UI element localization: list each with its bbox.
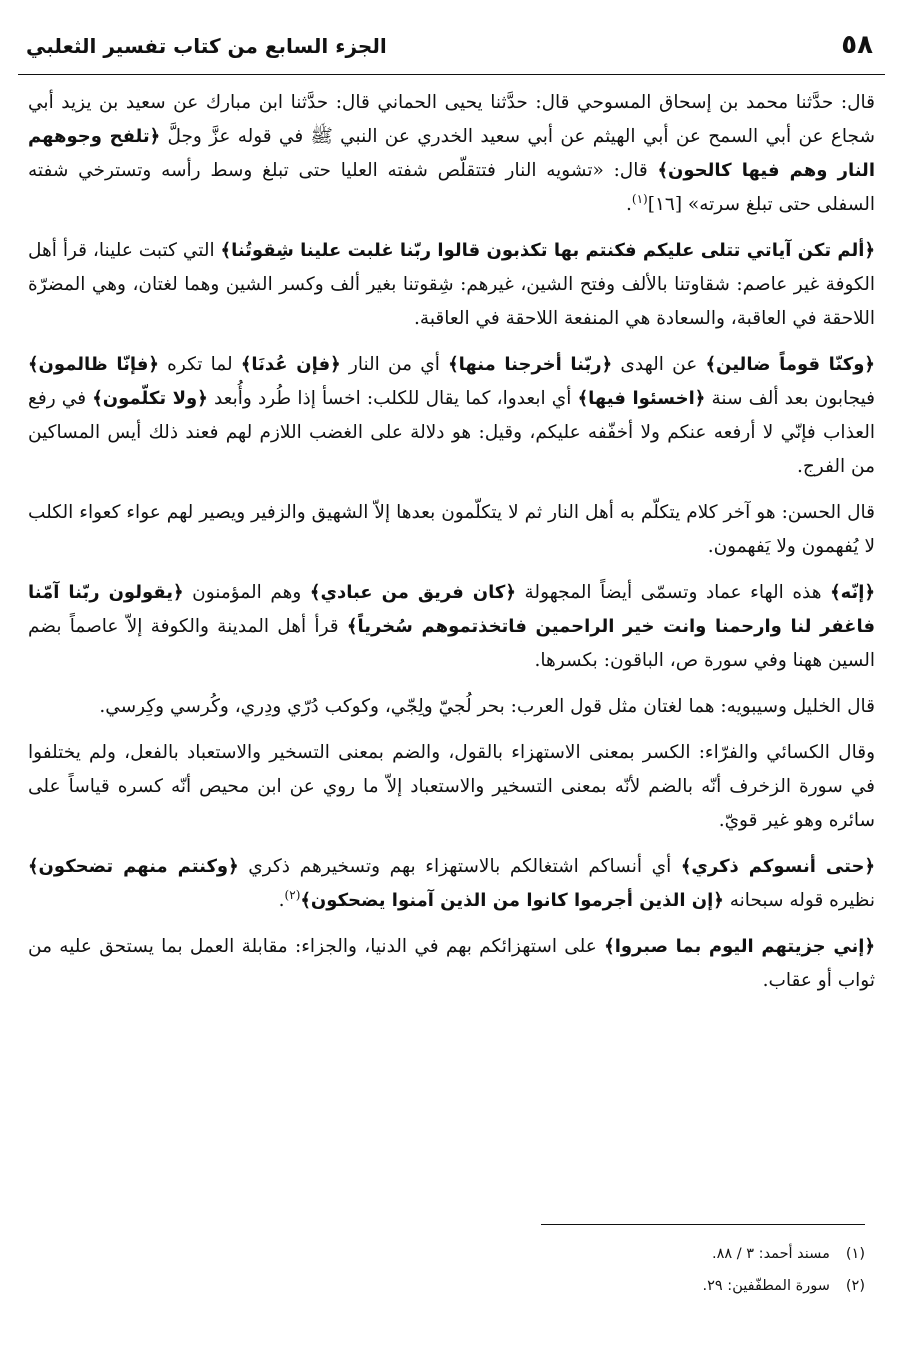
footnote-text: سورة المطفّفين: ٢٩. xyxy=(702,1278,830,1294)
body-text xyxy=(28,86,875,1010)
footnote-number: (١) xyxy=(845,1246,865,1262)
commentary-text: قال الحسن: هو آخر كلام يتكلّم به أهل النار ثم لا يتكلّمون بعدها إلاّ الشهيق والزفير ويصير لهم عواء كعواء الكلب لا يُفهمون ولا يَفهمون. xyxy=(28,502,875,557)
quran-verse: ﴿فإنّا ظالمون﴾ xyxy=(28,354,159,375)
paragraph xyxy=(28,736,875,838)
paragraph xyxy=(28,86,875,222)
running-title: الجزء السابع من كتاب تفسير الثعلبي xyxy=(26,34,387,58)
footnote-number: (٢) xyxy=(845,1278,865,1294)
quran-verse: ﴿إن الذين أجرموا كانوا من الذين آمنوا يضحكون﴾ xyxy=(300,890,724,911)
quran-verse: ﴿وكنّا قوماً ضالين﴾ xyxy=(705,354,875,375)
quran-verse: ﴿إني جزيتهم اليوم بما صبروا﴾ xyxy=(604,936,875,957)
quran-verse: ﴿ربّنا أخرجنا منها﴾ xyxy=(448,354,613,375)
commentary-text: في رفع العذاب فإنّي لا أرفعه عنكم ولا أخفّفه عليكم، وقيل: هو دلالة على الغضب اللازم لهم فعند ذلك أيس المساكين من الفرج. xyxy=(28,388,875,477)
commentary-text: عن الهدى xyxy=(612,354,706,375)
quran-verse: ﴿ولا تكلّمون﴾ xyxy=(92,388,208,409)
commentary-text: قال: حدَّثنا محمد بن إسحاق المسوحي قال: حدَّثنا يحيى الحماني قال: حدَّثنا ابن مبارك عن سعيد بن يزيد أبي شجاع عن أبي السمح عن أبي الهيثم عن أبي سعيد الخدري عن النبي ﷺ في قوله عزَّ وجلَّ xyxy=(28,92,875,147)
commentary-text: على استهزائكم بهم في الدنيا، والجزاء: مقابلة العمل بما يستحق عليه من ثواب أو عقاب. xyxy=(28,936,875,991)
commentary-text: التي كتبت علينا، قرأ أهل الكوفة غير عاصم: شقاوتنا بالألف وفتح الشين، غيرهم: شِقوتنا بغير ألف وكسر الشين وهما لغتان، وهي المضرّة اللاحقة في العاقبة، والسعادة هي المنفعة اللاحقة في العاقبة. xyxy=(28,240,875,329)
commentary-text: أي أنساكم اشتغالكم بالاستهزاء بهم وتسخيرهم ذكري xyxy=(238,856,681,877)
quran-verse: ﴿اخسئوا فيها﴾ xyxy=(577,388,706,409)
commentary-text: أي ابعدوا، كما يقال للكلب: اخسأ إذا طُرد وأُبعد xyxy=(207,388,578,409)
commentary-text: هذه الهاء عماد وتسمّى أيضاً المجهولة xyxy=(515,582,831,603)
quran-verse: ﴿فإن عُدنَا﴾ xyxy=(240,354,341,375)
paragraph xyxy=(28,850,875,918)
quran-verse: ﴿تلفح وجوههم النار وهم فيها كالحون﴾ xyxy=(28,126,875,181)
quran-verse: ﴿إنّه﴾ xyxy=(830,582,876,603)
quran-verse: ﴿وكنتم منهم تضحكون﴾ xyxy=(28,856,239,877)
page-number: ٥٨ xyxy=(841,30,873,60)
footnote-reference: (١) xyxy=(631,191,648,206)
commentary-text: . xyxy=(278,890,285,911)
quran-verse: ﴿ألم تكن آياتي تتلى عليكم فكنتم بها تكذبون قالوا ربّنا غلبت علينا شِقوتُنا﴾ xyxy=(220,240,875,261)
footnote-divider xyxy=(541,1224,865,1225)
footnotes xyxy=(365,1238,865,1302)
commentary-text: قال: «تشويه النار فتتقلّص شفته العليا حتى تبلغ وسط رأسه وتسترخي شفته السفلى حتى تبلغ سرته» [١٦] xyxy=(28,160,875,215)
quran-verse: ﴿يقولون ربّنا آمّنا فاغفر لنا وارحمنا وانت خير الراحمين فاتخذتموهم سُخرياً﴾ xyxy=(28,582,875,637)
paragraph xyxy=(28,348,875,484)
paragraph xyxy=(28,234,875,336)
commentary-text: فيجابون بعد ألف سنة xyxy=(705,388,875,409)
quran-verse: ﴿حتى أنسوكم ذكري﴾ xyxy=(680,856,875,877)
paragraph xyxy=(28,576,875,678)
footnote-1 xyxy=(365,1238,865,1270)
commentary-text: قال الخليل وسيبويه: هما لغتان مثل قول العرب: بحر لُجيّ ولِجّي، وكوكب دُرّي ودِري، وكُرسي وكِرسي. xyxy=(99,696,875,717)
commentary-text: أي من النار xyxy=(340,354,449,375)
commentary-text: وهم المؤمنون xyxy=(183,582,310,603)
page-header xyxy=(18,28,885,75)
commentary-text: وقال الكسائي والفرّاء: الكسر بمعنى الاستهزاء بالقول، والضم بمعنى التسخير والاستعباد بالفعل، ولم يختلفوا في سورة الزخرف أنّه بالضم لأنّه بمعنى التسخير والاستعباد إلاّ ما روي عن ابن محيص أنّه كسره قياساً على سائره وهو غير قويّ. xyxy=(28,742,875,831)
commentary-text: نظيره قوله سبحانه xyxy=(723,890,875,911)
commentary-text: . xyxy=(626,194,632,215)
quran-verse: ﴿كان فريق من عبادي﴾ xyxy=(309,582,516,603)
paragraph xyxy=(28,690,875,724)
footnote-2 xyxy=(365,1270,865,1302)
footnote-text: مسند أحمد: ٣ / ٨٨. xyxy=(711,1246,830,1262)
paragraph xyxy=(28,930,875,998)
commentary-text: قرأ أهل المدينة والكوفة إلاّ عاصماً بضم السين ههنا وفي سورة ص، الباقون: بكسرها. xyxy=(28,616,875,671)
footnote-reference: (٢) xyxy=(284,887,301,902)
commentary-text: لما تكره xyxy=(158,354,241,375)
paragraph xyxy=(28,496,875,564)
